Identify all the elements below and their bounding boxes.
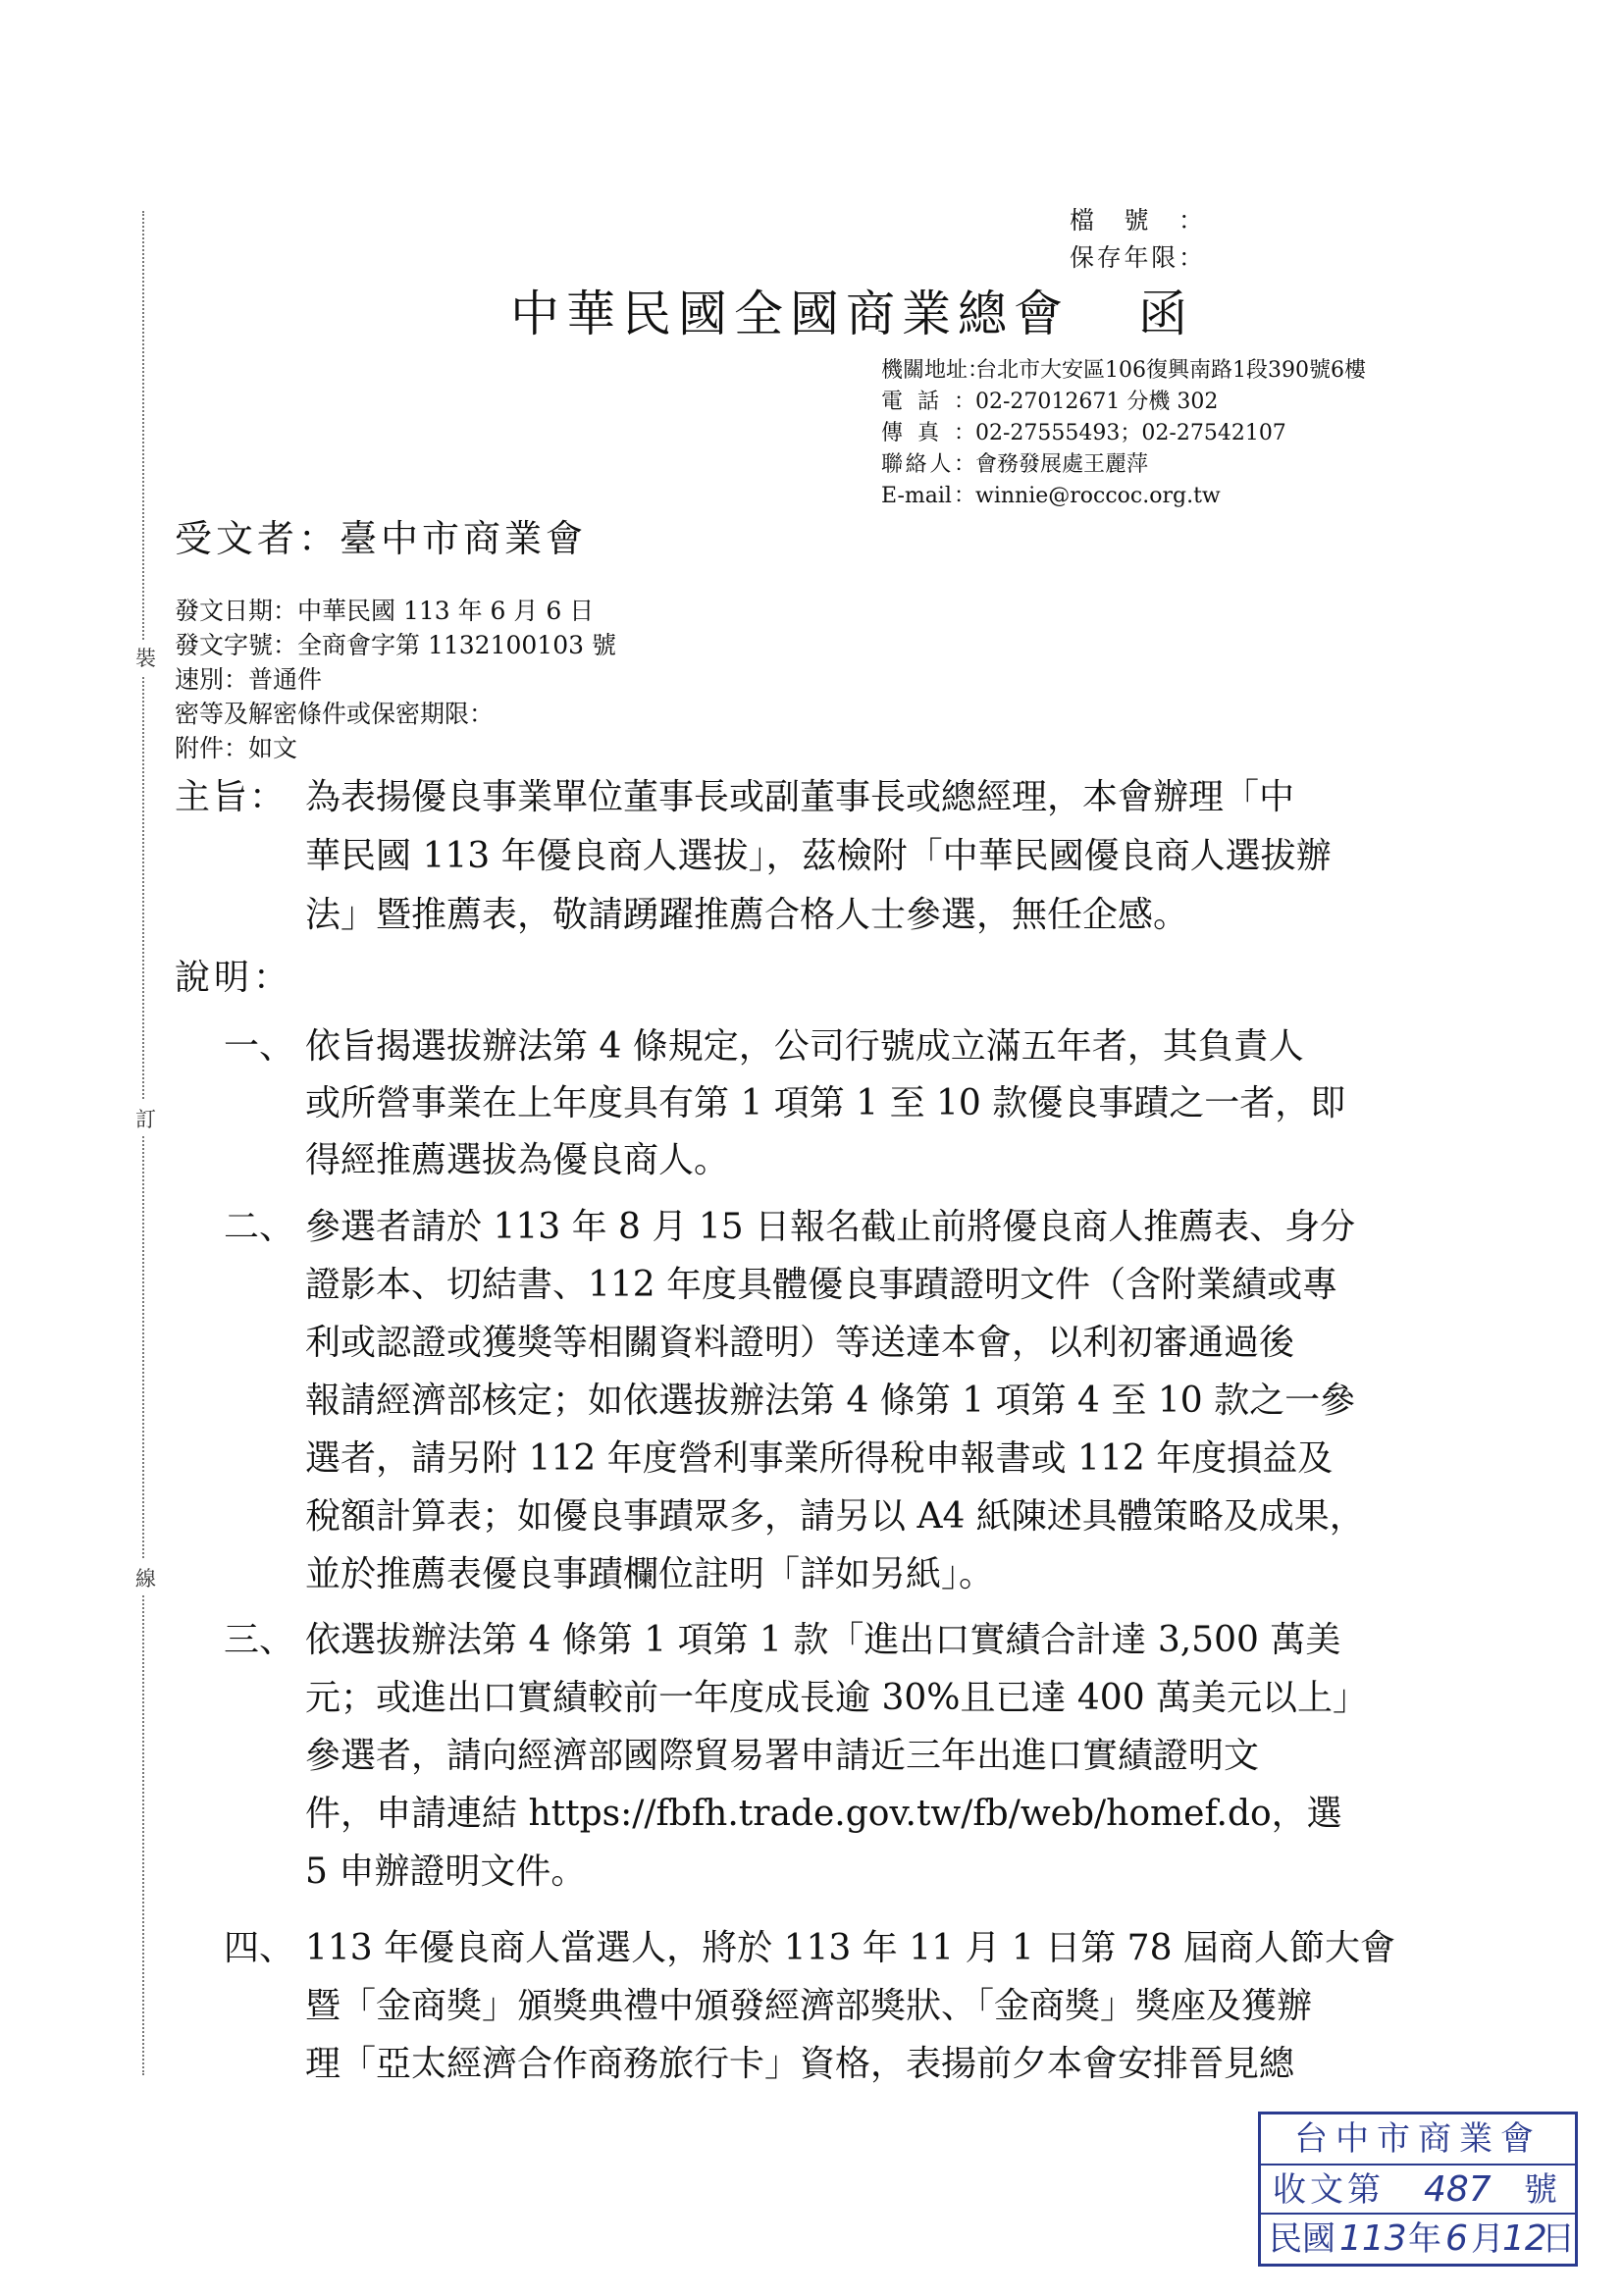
item-line: 依選拔辦法第 4 條第 1 項第 1 款「進出口實績合計達 3,500 萬美 bbox=[305, 1620, 1341, 1660]
item-line: 元；或進出口實績較前一年度成長逾 30%且已達 400 萬美元以上」 bbox=[305, 1678, 1369, 1718]
item-line: 件，申請連結 https://fbfh.trade.gov.tw/fb/web/homef.do，選 bbox=[305, 1794, 1342, 1834]
stamp-month-unit: 月 bbox=[1471, 2219, 1504, 2259]
stamp-date-prefix: 民國 bbox=[1269, 2219, 1335, 2259]
binding-mark-top: 裝 bbox=[135, 640, 156, 675]
binding-mark-middle: 訂 bbox=[135, 1101, 156, 1136]
item-number: 一、 bbox=[224, 1026, 295, 1067]
explanation-heading: 說明： bbox=[175, 958, 293, 998]
urgency: 速別：普通件 bbox=[175, 665, 323, 694]
item-line: 稅額計算表；如優良事蹟眾多，請另以 A4 紙陳述具體策略及成果， bbox=[305, 1496, 1365, 1537]
issue-number: 發文字號：全商會字第 1132100103 號 bbox=[175, 631, 616, 659]
stamp-day: 12 bbox=[1502, 2218, 1547, 2259]
stamp-number-row bbox=[1261, 2164, 1575, 2215]
item-line: 5 申辦證明文件。 bbox=[305, 1852, 587, 1892]
item-line: 113 年優良商人當選人，將於 113 年 11 月 1 日第 78 屆商人節大會 bbox=[305, 1928, 1395, 1968]
binding-mark-bottom: 線 bbox=[135, 1560, 156, 1595]
organization-name: 中華民國全國商業總會 bbox=[510, 286, 1070, 342]
subject-heading: 主旨： bbox=[175, 777, 288, 817]
stamp-org-row bbox=[1261, 2114, 1575, 2164]
file-number-row bbox=[1070, 201, 1203, 236]
stamp-suffix: 號 bbox=[1524, 2170, 1557, 2210]
stamp-year-unit: 年 bbox=[1408, 2219, 1441, 2259]
item-line: 利或認證或獲獎等相關資料證明）等送達本會，以利初審通過後 bbox=[305, 1323, 1295, 1363]
item-number: 三、 bbox=[224, 1620, 295, 1660]
retention-period-row bbox=[1070, 238, 1203, 274]
address-label: 機關地址： bbox=[881, 358, 990, 383]
document-type: 函 bbox=[1138, 286, 1194, 342]
stamp-day-unit: 日 bbox=[1542, 2219, 1575, 2259]
stamp-org: 台中市商業會 bbox=[1294, 2119, 1542, 2159]
contact-fax bbox=[881, 416, 1286, 446]
attachment: 附件：如文 bbox=[175, 734, 298, 762]
contact-address bbox=[881, 353, 1366, 384]
contact-person-value: 會務發展處王麗萍 bbox=[975, 452, 1149, 477]
address-value: 台北市大安區106復興南路1段390號6樓 bbox=[975, 358, 1366, 383]
item-line: 或所營事業在上年度具有第 1 項第 1 至 10 款優良事蹟之一者，即 bbox=[305, 1083, 1346, 1123]
item-line: 得經推薦選拔為優良商人。 bbox=[305, 1140, 730, 1180]
subject-line: 為表揚優良事業單位董事長或副董事長或總經理，本會辦理「中 bbox=[305, 777, 1295, 817]
security-level: 密等及解密條件或保密期限： bbox=[175, 700, 495, 728]
stamp-number: 487 bbox=[1424, 2169, 1492, 2210]
stamp-month: 6 bbox=[1445, 2218, 1468, 2259]
issue-date: 發文日期：中華民國 113 年 6 月 6 日 bbox=[175, 597, 595, 625]
item-line: 理「亞太經濟合作商務旅行卡」資格，表揚前夕本會安排晉見總 bbox=[305, 2044, 1295, 2084]
phone-label: 電話： bbox=[881, 390, 975, 414]
phone-value: 02-27012671 分機 302 bbox=[975, 390, 1219, 414]
fax-label: 傳真： bbox=[881, 421, 975, 445]
item-number: 二、 bbox=[224, 1207, 295, 1247]
item-line: 證影本、切結書、112 年度具體優良事蹟證明文件（含附業績或專 bbox=[305, 1265, 1338, 1305]
item-number: 四、 bbox=[224, 1928, 295, 1968]
email-value: winnie@roccoc.org.tw bbox=[975, 484, 1221, 508]
retention-period-label: 保存年限： bbox=[1070, 243, 1203, 272]
stamp-year: 113 bbox=[1339, 2218, 1407, 2259]
binding-margin-line bbox=[142, 211, 144, 2075]
item-line: 報請經濟部核定；如依選拔辦法第 4 條第 1 項第 4 至 10 款之一參 bbox=[305, 1381, 1356, 1421]
stamp-prefix: 收文第 bbox=[1273, 2170, 1385, 2210]
document-title bbox=[510, 275, 1194, 345]
item-line: 選者，請另附 112 年度營利事業所得稅申報書或 112 年度損益及 bbox=[305, 1438, 1334, 1479]
recipient: 受文者：臺中市商業會 bbox=[175, 517, 588, 560]
item-line: 並於推薦表優良事蹟欄位註明「詳如另紙」。 bbox=[305, 1554, 995, 1594]
subject-line: 法」暨推薦表，敬請踴躍推薦合格人士參選，無任企感。 bbox=[305, 895, 1189, 935]
contact-phone bbox=[881, 385, 1218, 415]
subject-line: 華民國 113 年優良商人選拔」，茲檢附「中華民國優良商人選拔辦 bbox=[305, 836, 1332, 876]
fax-value: 02-27555493；02-27542107 bbox=[975, 421, 1286, 445]
file-number-label: 檔號： bbox=[1070, 206, 1203, 235]
contact-person-label: 聯絡人： bbox=[881, 452, 975, 477]
contact-email bbox=[881, 479, 1221, 509]
stamp-date-row bbox=[1261, 2213, 1575, 2264]
item-line: 參選者請於 113 年 8 月 15 日報名截止前將優良商人推薦表、身分 bbox=[305, 1207, 1356, 1247]
item-line: 依旨揭選拔辦法第 4 條規定，公司行號成立滿五年者，其負責人 bbox=[305, 1026, 1304, 1067]
item-line: 暨「金商獎」頒獎典禮中頒發經濟部獎狀、「金商獎」獎座及獲辦 bbox=[305, 1986, 1313, 2026]
contact-person bbox=[881, 447, 1148, 478]
receipt-stamp bbox=[1258, 2112, 1578, 2267]
item-line: 參選者，請向經濟部國際貿易署申請近三年出進口實績證明文 bbox=[305, 1736, 1260, 1776]
email-label: E-mail： bbox=[881, 484, 975, 508]
